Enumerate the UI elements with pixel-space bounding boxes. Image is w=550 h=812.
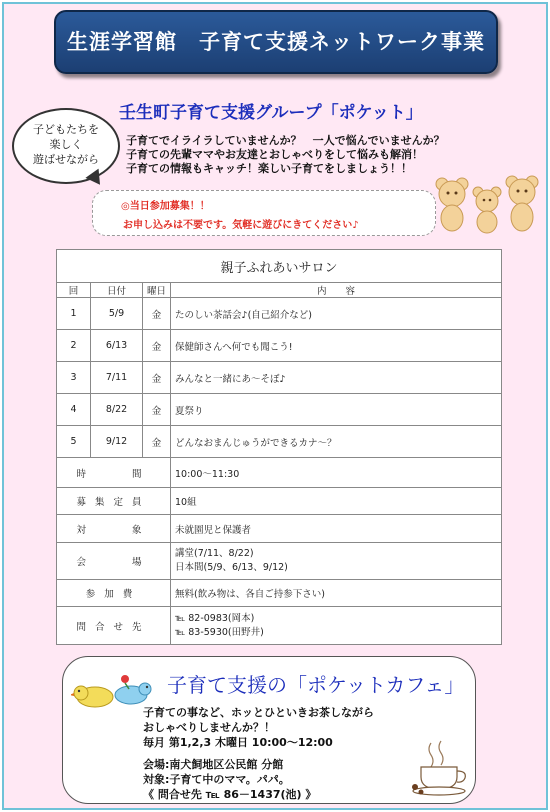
- row-content: みんなと一緒にあ～そぼ♪: [171, 362, 502, 394]
- row-day: 金: [143, 426, 171, 458]
- cafe-line: 《 問合せ先 ℡ 86－1437(池) 》: [143, 788, 317, 801]
- target-value: 未就園児と保護者: [171, 515, 502, 543]
- venue-label: 会 場: [57, 543, 171, 580]
- row-no: 3: [57, 362, 91, 394]
- intro-line: 子育ての先輩ママやお友達とおしゃべりをして悩みも解消！: [126, 148, 423, 161]
- table-row: [57, 394, 502, 426]
- row-date: 8/22: [91, 394, 143, 426]
- row-content: たのしい茶話会♪(自己紹介など): [171, 298, 502, 330]
- table-row: [57, 330, 502, 362]
- time-label: 時 間: [57, 458, 171, 488]
- fee-value: 無料(飲み物は、各自ご持参下さい): [171, 580, 502, 607]
- contact-label: 問合せ先: [57, 607, 171, 645]
- cafe-line: 毎月 第1,2,3 木曜日 10:00～12:00: [143, 736, 333, 749]
- intro-text: [126, 134, 445, 176]
- row-no: 4: [57, 394, 91, 426]
- header-date: 日付: [91, 283, 143, 298]
- cafe-line: おしゃべりしませんか？！: [143, 721, 275, 734]
- header-no: 回: [57, 283, 91, 298]
- banner-title: 生涯学習館 子育て支援ネットワーク事業: [67, 30, 485, 54]
- teddy-bears-icon: [428, 172, 546, 234]
- table-row: [57, 362, 502, 394]
- cafe-box: [62, 656, 476, 804]
- cafe-line: 対象:子育て中のママ。パパ。: [143, 773, 290, 786]
- venue-line: 講堂(7/11、8/22): [175, 548, 254, 559]
- row-day: 金: [143, 362, 171, 394]
- contact-value: [171, 607, 502, 645]
- row-date: 6/13: [91, 330, 143, 362]
- table-row: [57, 426, 502, 458]
- spacer: [143, 750, 374, 757]
- row-day: 金: [143, 298, 171, 330]
- venue-value: [171, 543, 502, 580]
- row-date: 9/12: [91, 426, 143, 458]
- row-date: 7/11: [91, 362, 143, 394]
- capacity-value: 10組: [171, 488, 502, 515]
- row-day: 金: [143, 330, 171, 362]
- group-title: 壬生町子育て支援グループ「ポケット」: [119, 103, 423, 123]
- flyer-page: [2, 2, 548, 810]
- row-no: 1: [57, 298, 91, 330]
- row-content: 夏祭り: [171, 394, 502, 426]
- contact-line: ℡ 83-5930(田野井): [175, 626, 264, 638]
- salon-table: [56, 249, 502, 645]
- bubble-line: 遊ばせながら: [33, 153, 99, 166]
- venue-line: 日本間(5/9、6/13、9/12): [175, 562, 288, 573]
- speech-bubble: [12, 108, 120, 184]
- birds-icon: [71, 669, 153, 713]
- cafe-line: 子育ての事など、ホッとひといきお茶しながら: [143, 706, 374, 719]
- table-row: [57, 298, 502, 330]
- cafe-text: [143, 705, 374, 802]
- bubble-text: [14, 122, 118, 167]
- cafe-title: 子育て支援の「ポケットカフェ」: [167, 673, 465, 697]
- row-date: 5/9: [91, 298, 143, 330]
- fee-label: 参加費: [57, 580, 171, 607]
- table-title: 親子ふれあいサロン: [57, 250, 502, 283]
- row-no: 2: [57, 330, 91, 362]
- time-value: 10:00～11:30: [171, 458, 502, 488]
- target-label: 対 象: [57, 515, 171, 543]
- notice-body: お申し込みは不要です。気軽に遊びにきてください♪: [123, 220, 359, 231]
- bubble-line: 楽しく: [49, 138, 83, 151]
- notice-heading: ◎当日参加募集！！: [121, 201, 210, 212]
- row-content: どんなおまんじゅうができるカナ～？: [171, 426, 502, 458]
- header-banner: [54, 10, 498, 74]
- bubble-line: 子どもたちを: [33, 123, 99, 136]
- intro-line: 子育てでイライラしていませんか？ 一人で悩んでいませんか？: [126, 134, 445, 147]
- intro-line: 子育ての情報もキャッチ！楽しい子育てをしましょう！！: [126, 162, 412, 175]
- header-day: 曜日: [143, 283, 171, 298]
- header-content: 内 容: [171, 283, 502, 298]
- cafe-line: 会場:南犬飼地区公民館 分館: [143, 758, 284, 771]
- notice-box: [92, 190, 436, 236]
- coffee-cup-icon: [409, 737, 471, 797]
- contact-line: ℡ 82-0983(岡本): [175, 612, 255, 624]
- row-day: 金: [143, 394, 171, 426]
- row-content: 保健師さんへ何でも聞こう!: [171, 330, 502, 362]
- capacity-label: 募集定員: [57, 488, 171, 515]
- row-no: 5: [57, 426, 91, 458]
